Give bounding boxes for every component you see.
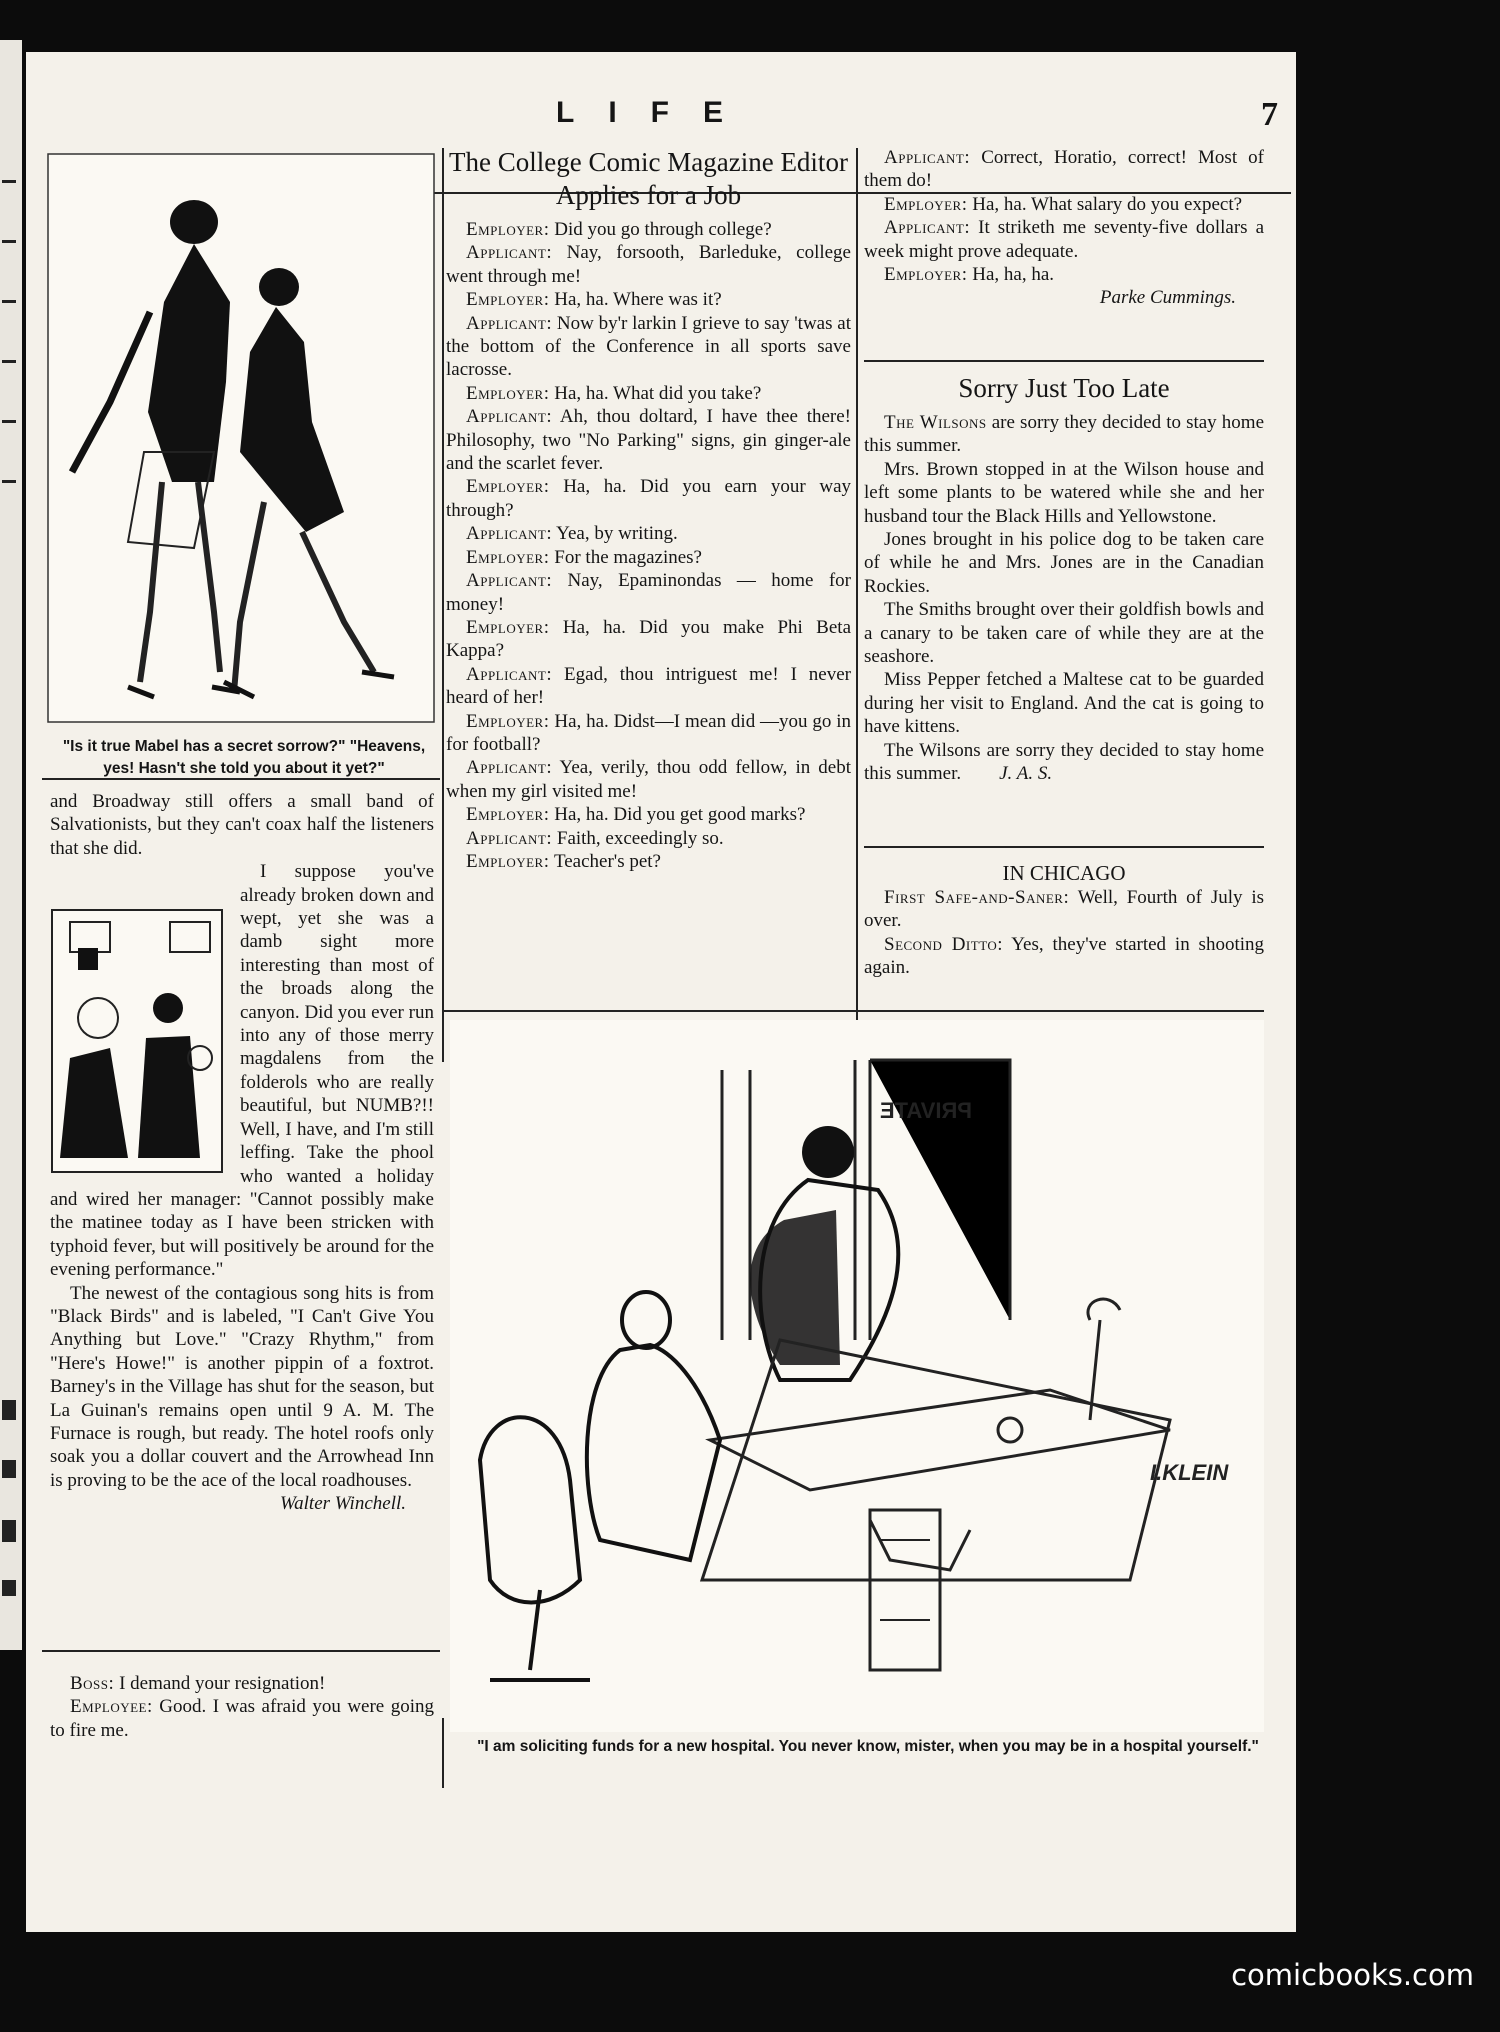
speaker-label: Employer: [884,264,968,286]
dialogue-continued [864,146,1264,286]
article-title: The College Comic Magazine Editor Applies for a Job [449,147,848,210]
dialogue-text: It striketh me seventy-five dollars a week might prove adequate. [864,217,1265,262]
sorry-title: Sorry Just Too Late [958,373,1170,403]
dialogue-line [446,522,851,545]
dialogue-line [446,475,851,522]
dialogue-line [446,803,851,826]
dialogue-line [446,827,851,850]
column-divider-bottom [442,1718,444,1788]
speaker-label: Employer: [466,546,550,568]
dialogue-text: Nay, forsooth, Barleduke, college went through me! [446,242,851,287]
speaker-label: Employer: [884,193,968,215]
page-number: 7 [1261,96,1278,133]
dialogue-text: Teacher's pet? [553,850,661,872]
dialogue-line [864,263,1264,286]
speaker-label: Applicant: [466,663,553,685]
rule-left-bottom [42,1650,440,1652]
sorry-signature: J. A. S. [999,763,1053,785]
dialogue-line [446,710,851,757]
subway-cartoon [50,908,228,1178]
speaker-label: Applicant: [466,242,553,264]
dialogue-text: Egad, thou intriguest me! I never heard of her! [446,663,852,709]
magazine-page [26,52,1296,1932]
column-divider-right [856,148,858,1062]
rule-right-1 [864,360,1264,362]
chicago-title: IN CHICAGO [1002,861,1126,885]
speaker-label: Employer: [466,804,550,826]
cartoon-two-flappers [44,152,438,732]
boss-joke [50,1672,434,1742]
joke-line: Good. I was afraid you were going to fire me. [50,1696,434,1741]
speaker-label: First Safe-and-Saner: [884,887,1070,908]
dialogue-line [864,193,1264,216]
dialogue-text: Nay, Epaminondas — home for money! [446,570,852,615]
rule-right-2 [864,846,1264,848]
speaker-label: Applicant: [466,523,553,545]
sorry-body [864,458,1264,739]
dialogue-list [446,218,851,873]
dialogue-text: Ha, ha. What did you take? [554,382,762,404]
sorry-last: The Wilsons are sorry they decided to stay home this summer. [864,739,1264,785]
speaker-label: Applicant: [884,147,971,168]
speaker-label: Applicant: [466,757,553,779]
column-paragraph: The newest of the contagious song hits is from "Black Birds" and is labeled, "I Can't Give You Anything but Love." "Crazy Rhythm," from "Here's Howe!" is another pippin of a foxtrot. Barney's in the Village has shut for the season, but La Guinan's remains open until 9 A. M. The Furnace is rough, but ready. The hotel roofs only soak you a dollar couvert and the Arrowhead Inn is proving to be the ace of the local roadhouses. [50,1282,434,1491]
sorry-paragraph: The Smiths brought over their goldfish bowls and a canary to be taken care of while they are at the seashore. [864,599,1264,668]
speaker-label: Employer: [466,476,550,498]
cartoon-caption-mabel: "Is it true Mabel has a secret sorrow?" "Heavens, yes! Hasn't she told you about it yet?" [62,738,426,777]
dialogue-text: Ha, ha. Did you get good marks? [554,804,806,826]
dialogue-line [446,850,851,873]
dialogue-line [446,405,851,475]
dialogue-line [446,288,851,311]
dialogue-line [446,569,851,616]
column-paragraph: I suppose you've already broken down and wept, yet she was a damb sight more interesting than most of the broads along the canyon. Did you ever run into any of those merry magdalens from the folderols who are really beautiful, but NUMB?!! Well, I have, and I'm still leffing. Take the phool who wanted a holiday and wired her manager: "Cannot possibly make the matinee today as I have been stricken with typhoid fever, but will positively be around for the evening performance." [50,861,434,1281]
lead-words: The Wilsons [884,412,987,433]
rule-above-cartoon [444,1010,1264,1012]
dialogue-line [864,216,1264,263]
dialogue-text: Ha, ha. Didst—I mean did —you go in for football? [446,710,852,755]
dialogue-text: Ha, ha, ha. [972,264,1055,286]
dialogue-text: Ha, ha. Where was it? [554,289,722,311]
dialogue-text: For the magazines? [554,546,702,568]
dialogue-text: Ha, ha. Did you make Phi Beta Kappa? [446,616,851,662]
joke-line: Well, Fourth of July is over. [864,887,1264,932]
dialogue-line [446,616,851,663]
joke-line: Yes, they've started in shooting again. [864,933,1265,979]
dialogue-line [864,146,1264,193]
cartoon-hospital [450,1020,1264,1732]
dialogue-line [446,546,851,569]
sorry-paragraph: Miss Pepper fetched a Maltese cat to be guarded during her visit to England. And the cat is going to have kittens. [864,669,1264,738]
column-divider-left [442,148,444,1062]
chicago-joke [864,860,1264,980]
speaker-label: Applicant: [466,312,553,334]
speaker-label: Employer: [466,710,550,732]
speaker-label: Employer: [466,219,550,240]
dialogue-text: Ha, ha. Did you earn your way through? [446,476,852,521]
comic-editor-article [446,146,851,873]
speaker-label: Applicant: [466,827,553,849]
article-signature: Parke Cummings. [1099,287,1236,309]
speaker-label: Employer: [466,850,550,872]
column-paragraph: and Broadway still offers a small band of Salvationists, but they can't coax half the listeners that she did. [50,791,434,859]
sorry-paragraph: Jones brought in his police dog to be taken care of while he and Mrs. Jones are in the Canadian Rockies. [864,529,1264,597]
dialogue-text: Now by'r larkin I grieve to say 'twas at the bottom of the Conference in all sports save lacrosse. [446,312,851,381]
artist-signature: I.KLEIN [1150,1460,1229,1485]
adjacent-page-edge [0,40,22,1650]
sorry-paragraph: are sorry they decided to stay home this summer. [864,412,1264,457]
magazine-title: LIFE [556,96,757,129]
speaker-label: Applicant: [466,570,553,592]
sorry-paragraph: Mrs. Brown stopped in at the Wilson house and left some plants to be watered while she and her husband tour the Black Hills and Yellowstone. [864,458,1264,527]
dialogue-line [446,756,851,803]
right-column [864,146,1264,310]
watermark: comicbooks.com [1231,1958,1474,1992]
dialogue-line [446,218,851,241]
dialogue-text: Faith, exceedingly so. [556,827,724,849]
dialogue-text: Yea, by writing. [556,523,678,545]
dialogue-text: Correct, Horatio, correct! Most of them do! [864,147,1265,192]
speaker-label: Employer: [466,616,550,638]
broadway-column [50,790,434,1516]
speaker-label: Employer: [466,382,550,404]
sorry-article [864,372,1264,786]
dialogue-text: Ha, ha. What salary do you expect? [972,193,1243,215]
dialogue-line [446,312,851,382]
dialogue-text: Yea, verily, thou odd fellow, in debt when my girl visited me! [446,757,851,802]
speaker-label: Applicant: [884,217,971,239]
dialogue-line [446,382,851,405]
door-sign: PRIVATE [879,1098,972,1123]
speaker-label: Employer: [466,289,550,311]
speaker-label: Employee: [70,1696,153,1718]
dialogue-line [446,663,851,710]
speaker-label: Second Ditto: [884,933,1004,955]
cartoon-caption-hospital: "I am soliciting funds for a new hospital. You never know, mister, when you may be in a hospital yourself." [477,1738,1259,1755]
dialogue-text: Did you go through college? [554,219,772,240]
speaker-label: Applicant: [466,406,553,428]
speaker-label: Boss: [70,1673,115,1694]
column-signature: Walter Winchell. [280,1493,406,1515]
joke-line: I demand your resignation! [119,1673,326,1694]
dialogue-line [446,241,851,288]
dialogue-text: Ah, thou doltard, I have thee there! Philosophy, two "No Parking" signs, gin ginger-ale and the scarlet fever. [446,406,851,475]
